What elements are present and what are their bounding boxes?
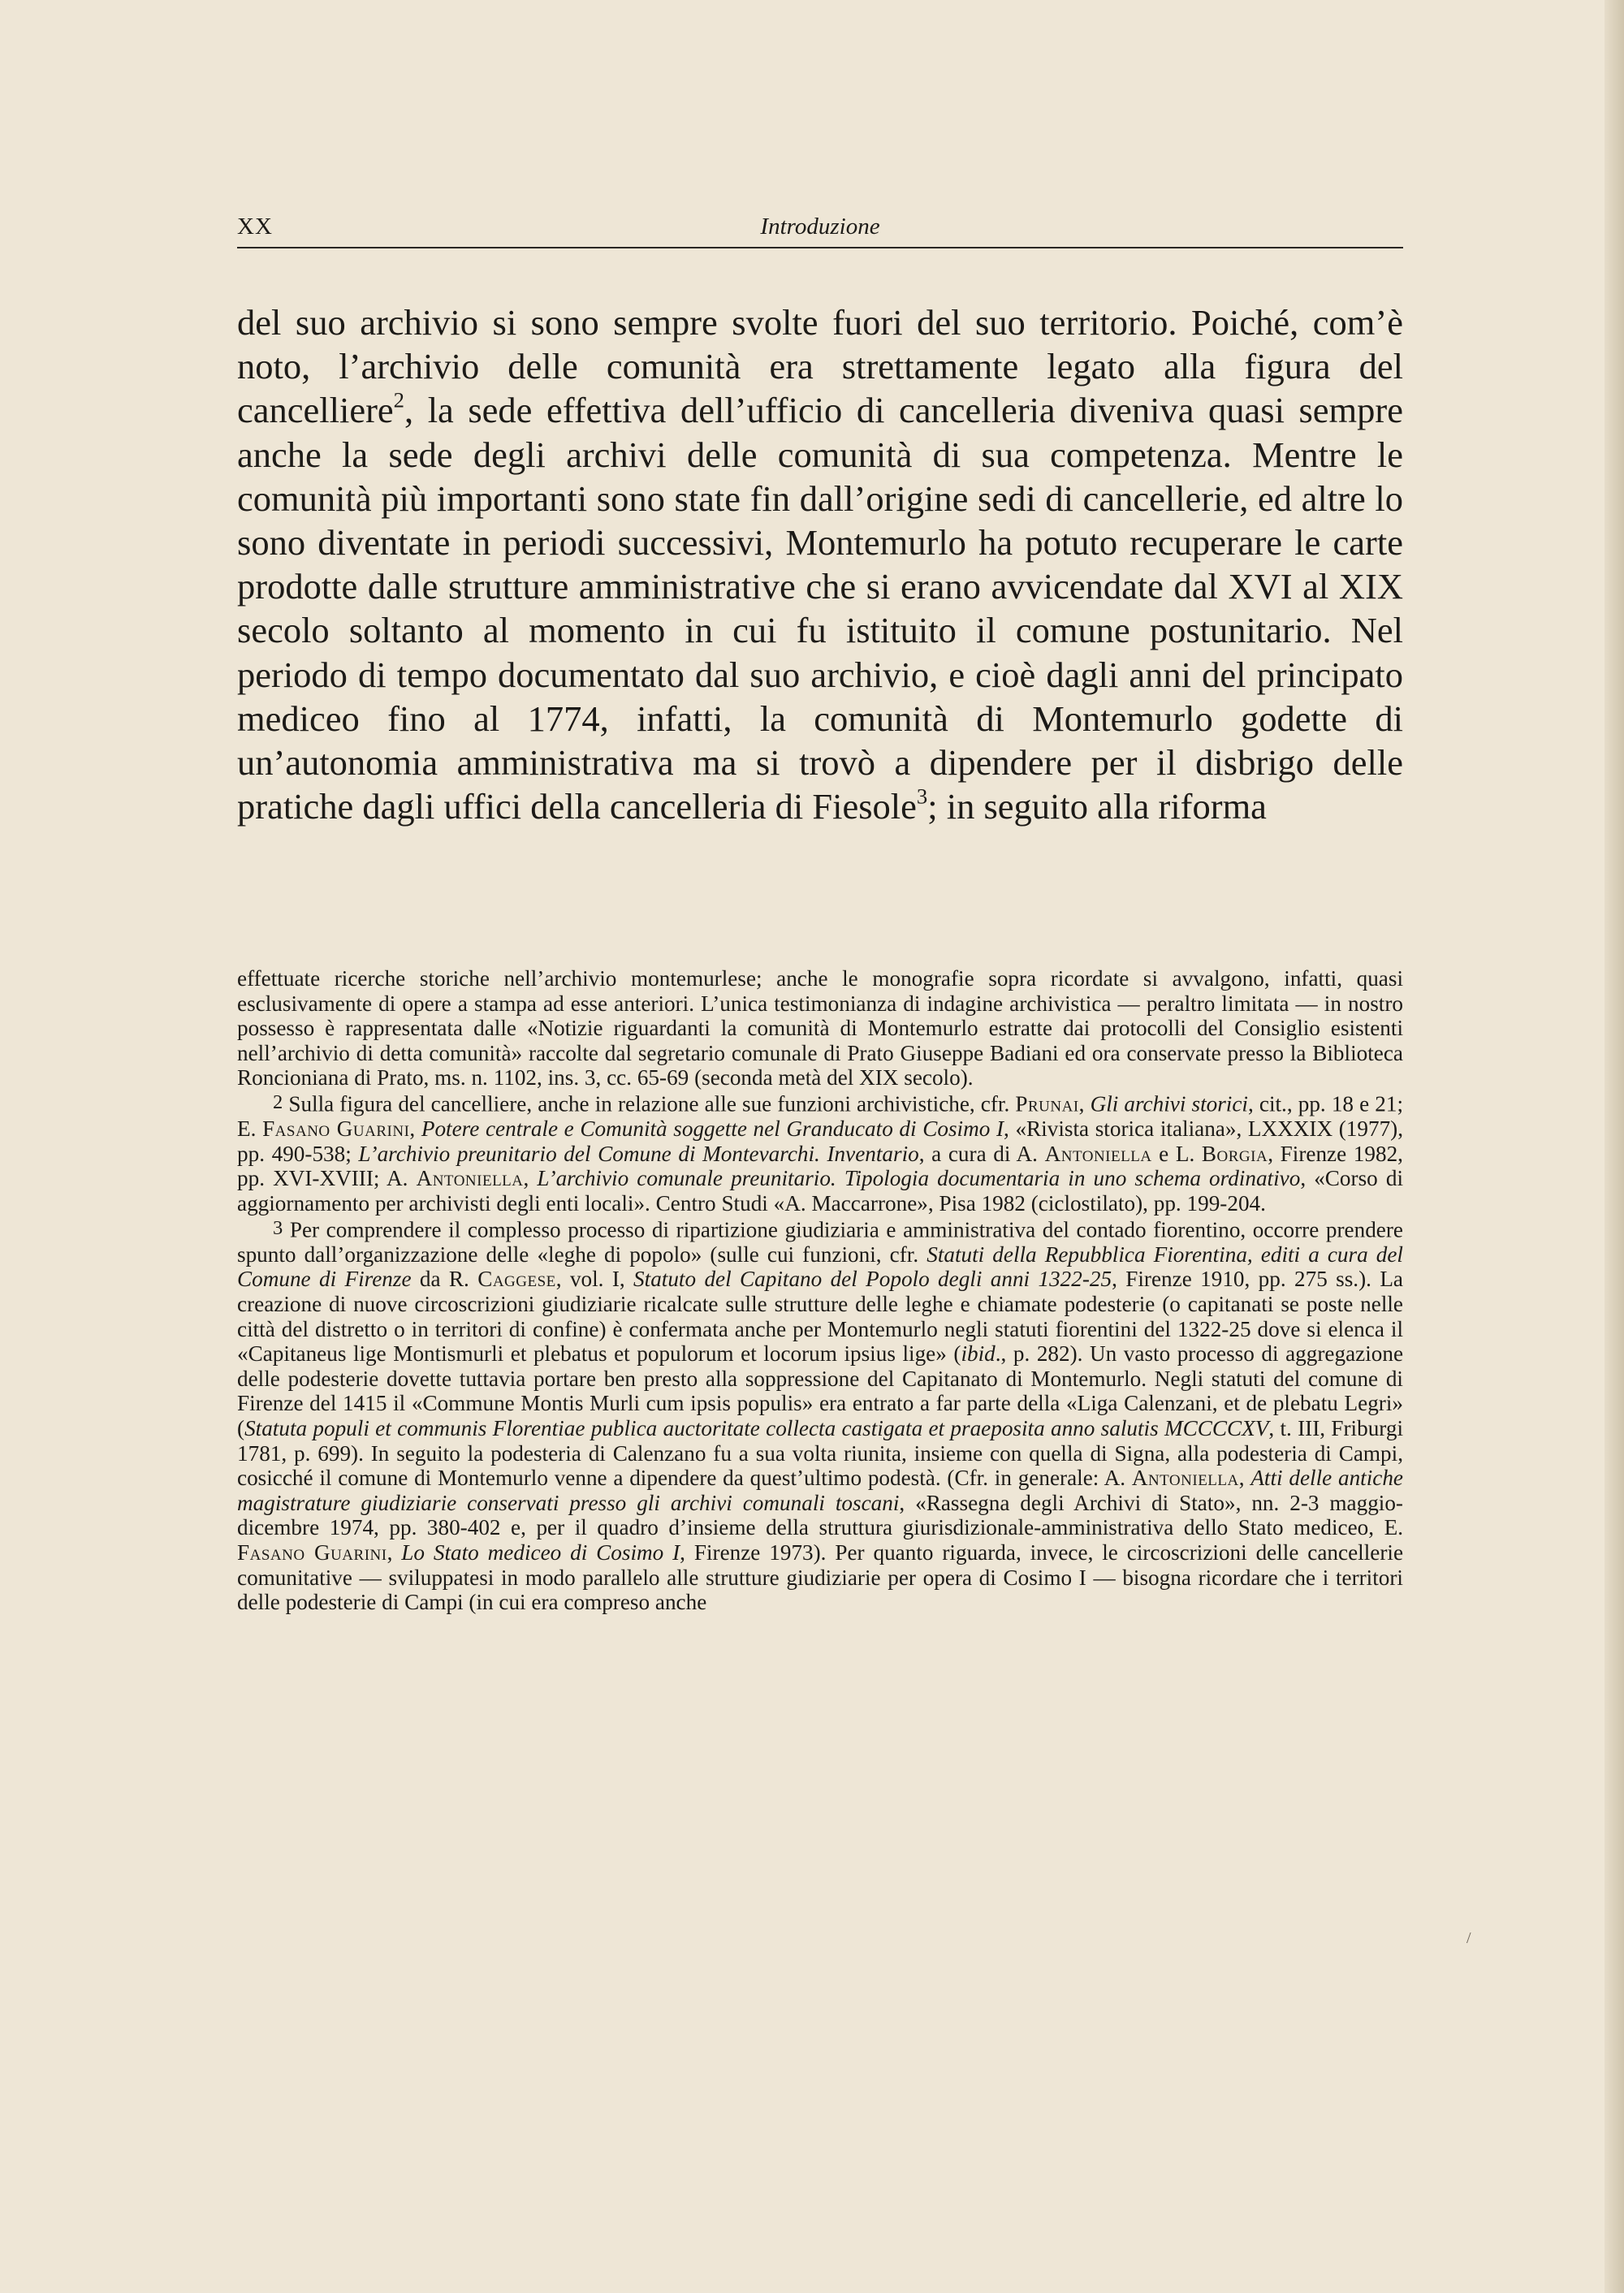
page-number: XX [237, 214, 273, 240]
footnote-continuation: effettuate ricerche storiche nell’archivio montemurlese; anche le monografie sopra ricordate si avvalgono, infatti, quasi esclusivamente di opere a stampa ad esse anteriori. L’unica testimonianza di indagine archivistica — peraltro limitata — in nostro possesso è rappresentata dalle «Notizie riguardanti la comunità di Montemurlo estratte dai protocolli del Consiglio esistenti nell’archivio di detta comunità» raccolte dal segretario comunale di Prato Giuseppe Badiani ed ora conservate presso la Biblioteca Roncioniana di Prato, ms. n. 1102, ins. 3, cc. 65-69 (seconda metà del XIX secolo). [237, 966, 1403, 1090]
main-text [237, 300, 1403, 828]
page-edge [1605, 0, 1624, 2293]
running-header [237, 213, 1403, 248]
main-paragraph: del suo archivio si sono sempre svolte fuori del suo territorio. Poiché, com’è noto, l’archivio delle comunità era strettamente legato alla figura del cancelliere$^2$, la sede effettiva dell’ufficio di cancelleria diveniva quasi sempre anche la sede degli archivi delle comunità di sua competenza. Mentre le comunità più importanti sono state fin dall’origine sedi di cancellerie, ed altre lo sono diventate in periodi successivi, Montemurlo ha potuto recuperare le carte prodotte dalle strutture amministrative che si erano avvicendate dal XVI al XIX secolo soltanto al momento in cui fu istituito il comune postunitario. Nel periodo di tempo documentato dal suo archivio, e cioè dagli anni del principato mediceo fino al 1774, infatti, la comunità di Montemurlo godette di un’autonomia amministrativa ma si trovò a dipendere per il disbrigo delle pratiche dagli uffici della cancelleria di Fiesole$^3$; in seguito alla riforma [237, 302, 1403, 827]
footnote-ref-3: 3 [916, 784, 928, 809]
footnote-2: 2 Sulla figura del cancelliere, anche in relazione alle sue funzioni archivistiche, cfr. Prunai, Gli archivi storici, cit., pp. 18 e 21; E. Fasano Guarini, Potere centrale e Comunità soggette nel Granducato di Cosimo I, «Rivista storica italiana», LXXXIX (1977), pp. 490-538; L’archivio preunitario del Comune di Montevarchi. Inventario, a cura di A. Antoniella e L. Borgia, Firenze 1982, pp. XVI-XVIII; A. Antoniella, L’archivio comunale preunitario. Tipologia documentaria in uno schema ordinativo, «Corso di aggiornamento per archivisti degli enti locali». Centro Studi «A. Maccarrone», Pisa 1982 (ciclostilato), pp. 199-204. [237, 1090, 1404, 1216]
footnote-3: 3 Per comprendere il complesso processo di ripartizione giudiziaria e amministrativa del contado fiorentino, occorre prendere spunto dall’organizzazione delle «leghe di popolo» (sulle cui funzioni, cfr. Statuti della Repubblica Fiorentina, editi a cura del Comune di Firenze da R. Caggese, vol. I, Statuto del Capitano del Popolo degli anni 1322-25, Firenze 1910, pp. 275 ss.). La creazione di nuove circoscrizioni giudiziarie ricalcate sulle strutture delle leghe e chiamate podesterie (o capitanati se poste nelle città del distretto o in territori di confine) è confermata anche per Montemurlo negli statuti fiorentini del 1322-25 dove si elenca il «Capitaneus lige Montismurli et plebatus et populorum et locorum ipsius lige» (ibid., p. 282). Un vasto processo di aggregazione delle podesterie dovette tuttavia portare ben presto alla soppressione del Capitanato di Montemurlo. Negli statuti del comune di Firenze del 1415 il «Commune Montis Murli cum ipsis populis» era entrato a far parte della «Liga Calenzani, et de plebatu Legri» (Statuta populi et communis Florentiae publica auctoritate collecta castigata et praeposita anno salutis MCCCCXV, t. III, Friburgi 1781, p. 699). In seguito la podesteria di Calenzano fu a sua volta riunita, insieme con quella di Signa, alla podesteria di Campi, cosicché il comune di Montemurlo venne a dipendere da quest’ultimo podestà. (Cfr. in generale: A. Antoniella, Atti delle antiche magistrature giudiziarie conservati presso gli archivi comunali toscani, «Rassegna degli Archivi di Stato», nn. 2-3 maggio-dicembre 1974, pp. 380-402 e, per il quadro d’insieme della struttura giurisdizionale-amministrativa dello Stato mediceo, E. Fasano Guarini, Lo Stato mediceo di Cosimo I, Firenze 1973). Per quanto riguarda, invece, le circoscrizioni delle cancellerie comunitative — sviluppatesi in modo parallelo alle strutture giudiziarie per opera di Cosimo I — bisogna ricordare che i territori delle podesterie di Campi (in cui era compreso anche [237, 1216, 1404, 1615]
running-title: Introduzione [760, 214, 880, 240]
margin-mark: / [1466, 1929, 1471, 1947]
footnote-number: 3 [273, 1216, 283, 1239]
footnote-ref-2: 2 [393, 387, 405, 412]
footnote-number: 2 [273, 1090, 283, 1113]
footnotes [237, 966, 1403, 1615]
